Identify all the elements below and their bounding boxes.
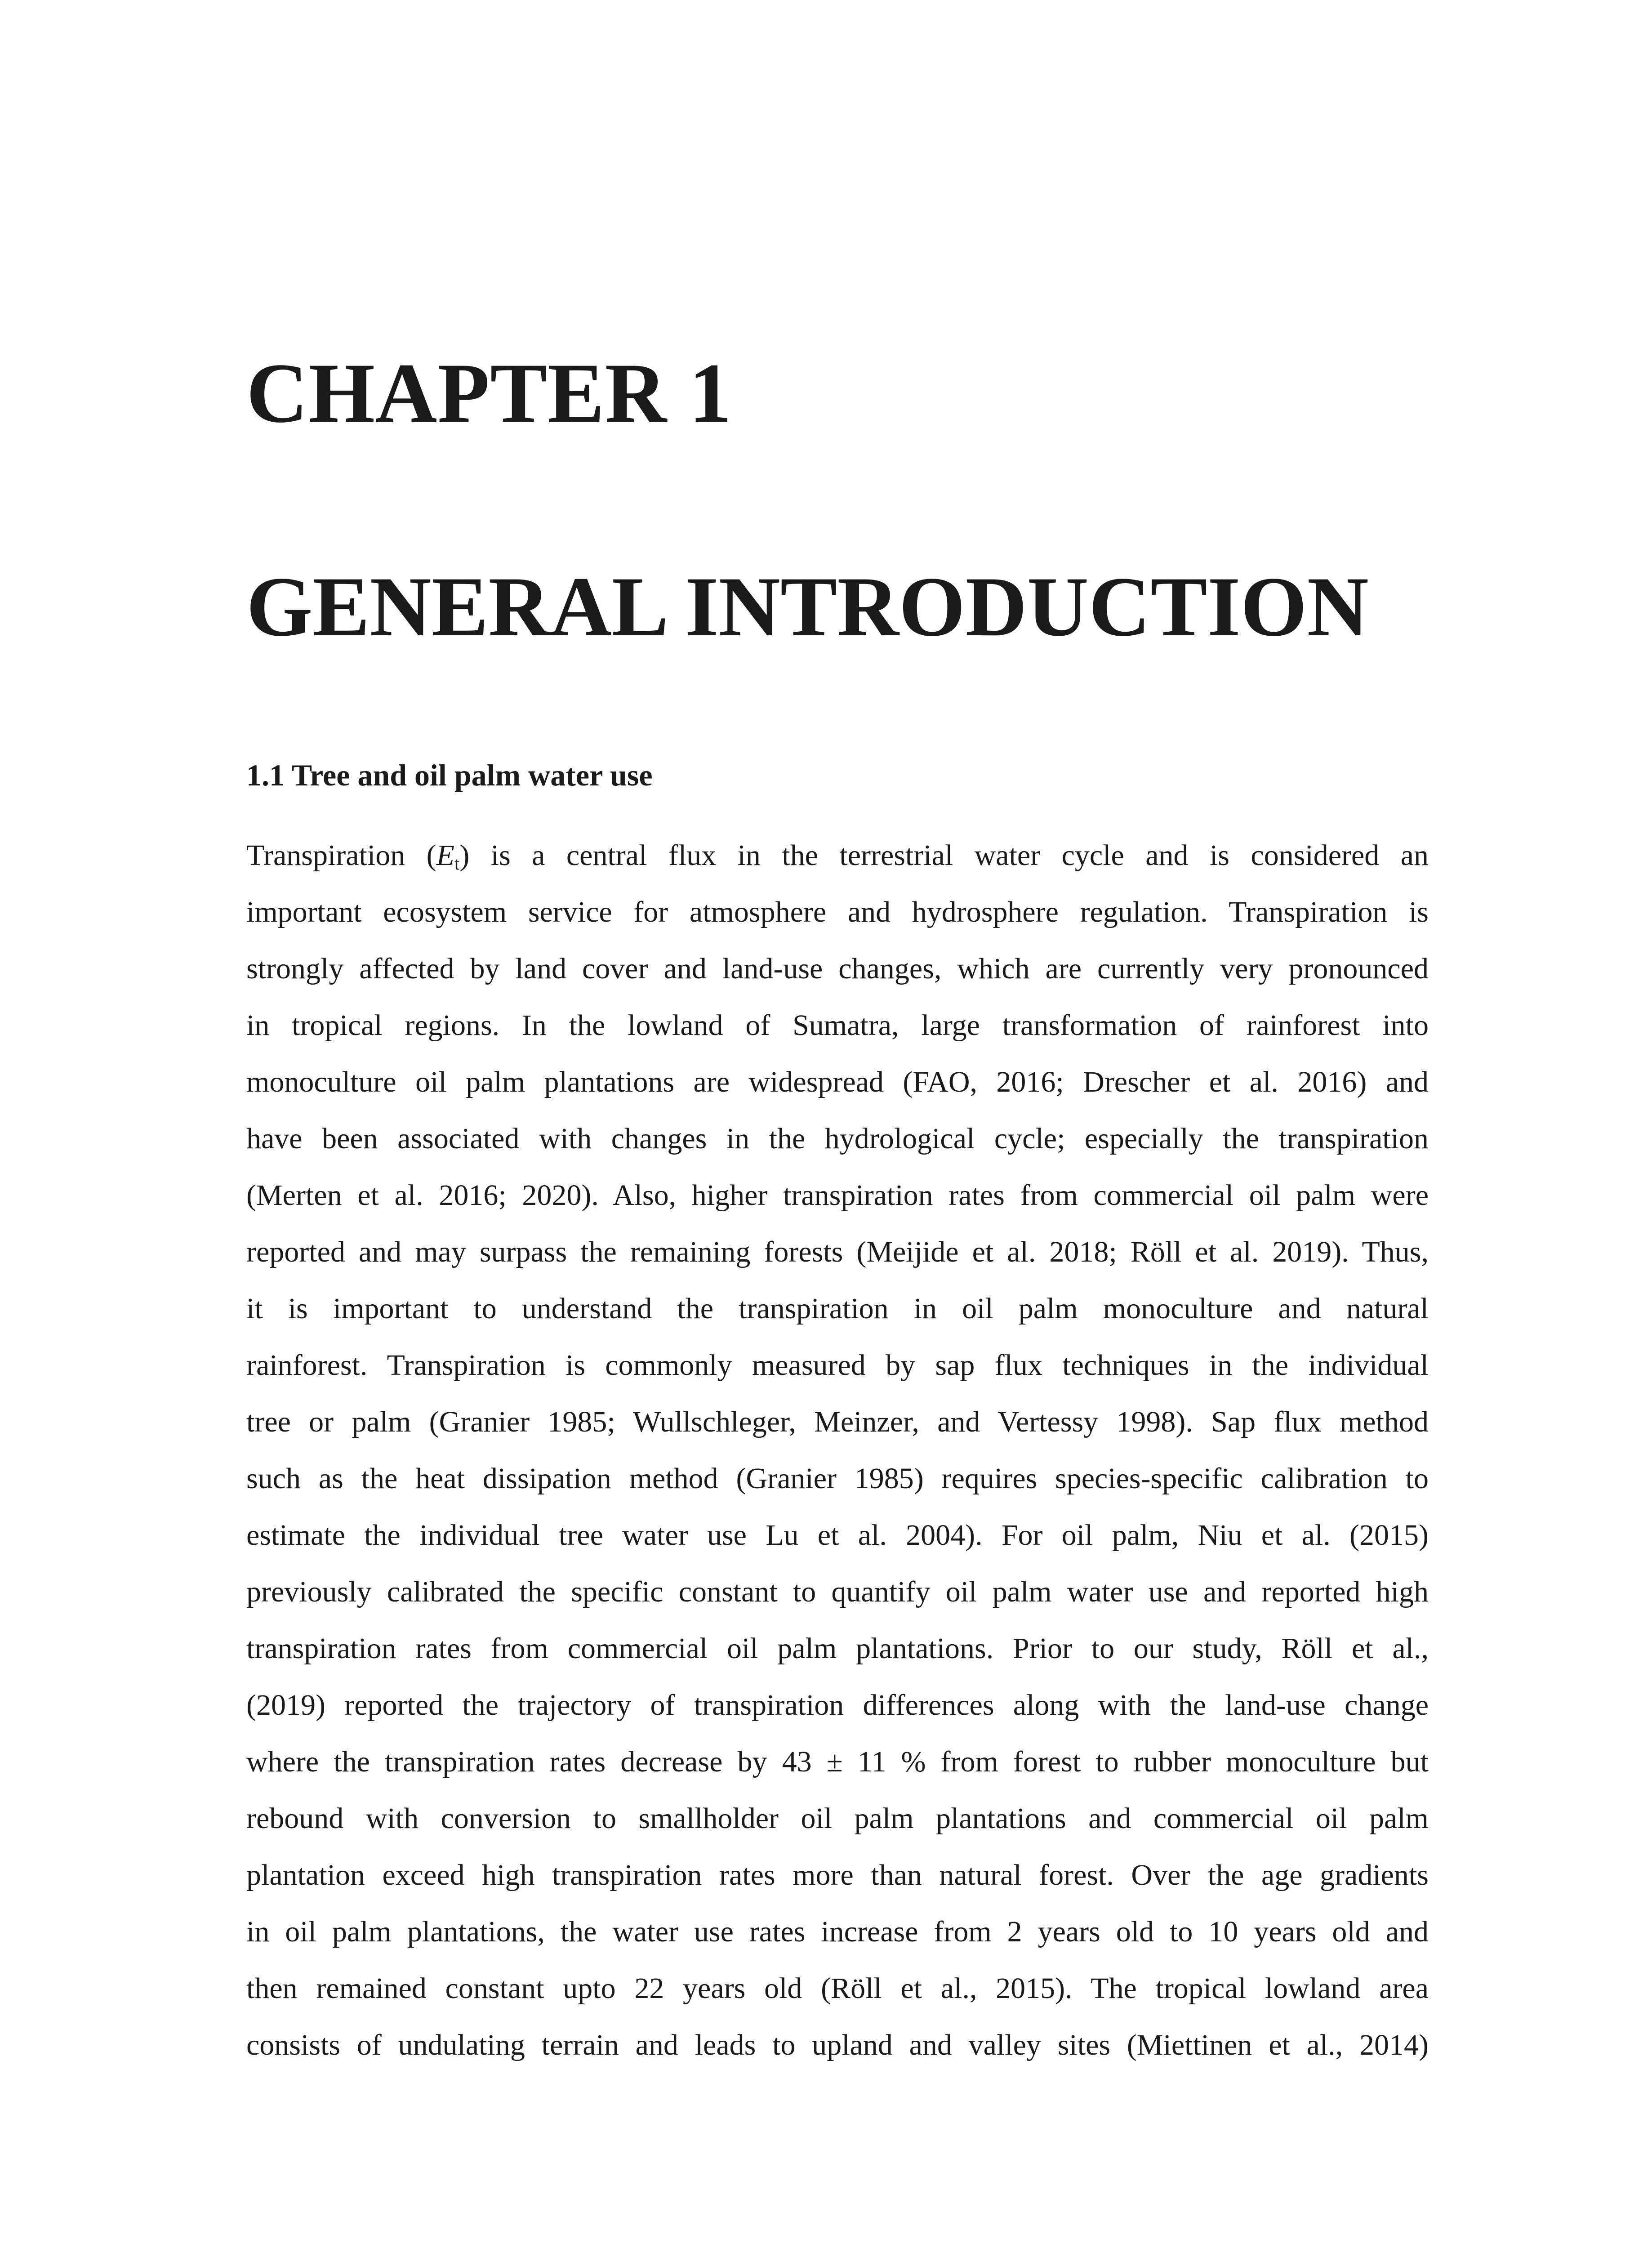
paragraph-line: in tropical regions. In the lowland of Sumatra, large transformation of rainforest into <box>246 1009 1429 1042</box>
paragraph-line: important ecosystem service for atmosphere and hydrosphere regulation. Transpiration is <box>246 896 1429 928</box>
paragraph-line: (2019) reported the trajectory of transpiration differences along with the land-use change <box>246 1689 1429 1722</box>
paragraph-line: previously calibrated the specific constant to quantify oil palm water use and reported high <box>246 1575 1429 1608</box>
line-text: ) is a central flux in the terrestrial water cycle and is considered an <box>459 839 1429 872</box>
paragraph-line: rebound with conversion to smallholder oil palm plantations and commercial oil palm <box>246 1802 1429 1835</box>
paragraph-line: where the transpiration rates decrease by 43 ± 11 % from forest to rubber monoculture but <box>246 1745 1429 1778</box>
paragraph-line: transpiration rates from commercial oil palm plantations. Prior to our study, Röll et al., <box>246 1632 1429 1665</box>
paragraph-line: consists of undulating terrain and leads to upland and valley sites (Miettinen et al., 2014) <box>246 2029 1429 2061</box>
paragraph-line: such as the heat dissipation method (Granier 1985) requires species-specific calibration to <box>246 1462 1429 1495</box>
paragraph-line: it is important to understand the transpiration in oil palm monoculture and natural <box>246 1292 1429 1325</box>
chapter-label: CHAPTER 1 <box>246 346 732 441</box>
paragraph-line: reported and may surpass the remaining forests (Meijide et al. 2018; Röll et al. 2019). Thus, <box>246 1236 1429 1268</box>
paragraph-line: rainforest. Transpiration is commonly measured by sap flux techniques in the individual <box>246 1349 1429 1382</box>
variable-subscript: t <box>454 853 460 874</box>
paragraph-line: (Merten et al. 2016; 2020). Also, higher transpiration rates from commercial oil palm were <box>246 1179 1429 1212</box>
paragraph-line: have been associated with changes in the hydrological cycle; especially the transpiration <box>246 1122 1429 1155</box>
paragraph-line: plantation exceed high transpiration rates more than natural forest. Over the age gradients <box>246 1859 1429 1891</box>
line-text: Transpiration ( <box>246 839 436 872</box>
paragraph-line: then remained constant upto 22 years old (Röll et al., 2015). The tropical lowland area <box>246 1972 1429 2005</box>
paragraph-line: monoculture oil palm plantations are widespread (FAO, 2016; Drescher et al. 2016) and <box>246 1066 1429 1098</box>
variable-symbol: E <box>436 839 454 872</box>
paragraph-line <box>246 827 1429 884</box>
body-paragraph <box>246 827 1429 2074</box>
paragraph-line: estimate the individual tree water use Lu et al. 2004). For oil palm, Niu et al. (2015) <box>246 1519 1429 1552</box>
chapter-title: GENERAL INTRODUCTION <box>246 560 1369 654</box>
paragraph-line: in oil palm plantations, the water use rates increase from 2 years old to 10 years old and <box>246 1915 1429 1948</box>
paragraph-line: tree or palm (Granier 1985; Wullschleger, Meinzer, and Vertessy 1998). Sap flux method <box>246 1405 1429 1438</box>
paragraph-line: strongly affected by land cover and land-use changes, which are currently very pronounced <box>246 952 1429 985</box>
section-heading: 1.1 Tree and oil palm water use <box>246 758 653 792</box>
